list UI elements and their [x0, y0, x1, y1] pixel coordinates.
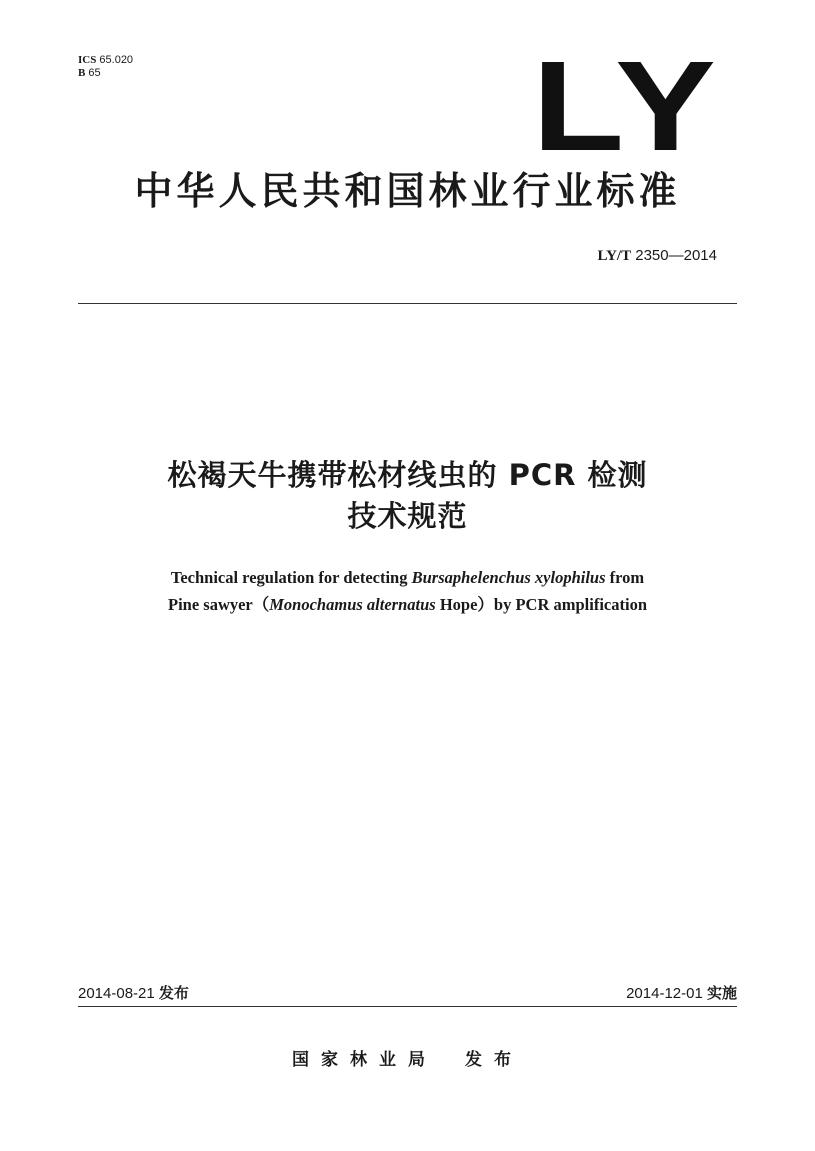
implementation-date — [626, 984, 737, 1003]
english-title-1-italic: Bursaphelenchus xylophilus — [411, 568, 606, 587]
ics-label: ICS — [78, 54, 97, 66]
ccs-code — [78, 67, 133, 80]
ics-code — [78, 54, 133, 67]
standard-number-value: 2350—2014 — [635, 247, 717, 264]
chinese-title-line-2: 技术规范 — [347, 499, 468, 533]
issue-date-value: 2014-08-21 — [78, 985, 155, 1002]
issue-date — [78, 984, 189, 1003]
english-title-line-2 — [0, 594, 815, 616]
issuing-authority — [0, 1049, 815, 1071]
ly-logo: LY — [532, 35, 721, 178]
ccs-value: 65 — [88, 67, 101, 79]
ccs-label: B — [78, 67, 86, 79]
ics-value: 65.020 — [99, 54, 134, 66]
footer-divider — [78, 1006, 737, 1007]
issuer-action: 发布 — [465, 1050, 523, 1070]
english-title-1b: from — [605, 568, 645, 587]
issuer-name: 国家林业局 — [292, 1050, 437, 1070]
standard-category-title: 中华人民共和国林业行业标准 — [134, 169, 681, 213]
standard-number — [597, 246, 717, 266]
issue-date-label: 发布 — [158, 984, 189, 1002]
implementation-date-value: 2014-12-01 — [626, 985, 703, 1002]
english-title-2b: Hope）by PCR amplification — [435, 595, 647, 614]
english-title-1a: Technical regulation for detecting — [170, 568, 412, 587]
chinese-title-line-1: 松褐天牛携带松材线虫的 PCR 检测 — [167, 458, 648, 492]
english-title-2a: Pine sawyer（ — [167, 595, 270, 614]
english-title-line-1 — [0, 567, 815, 589]
classification-codes — [78, 54, 133, 80]
standard-number-prefix: LY/T — [597, 248, 632, 264]
english-title-2-italic: Monochamus alternatus — [269, 595, 436, 614]
header-divider — [78, 303, 737, 304]
implementation-date-label: 实施 — [706, 984, 737, 1002]
